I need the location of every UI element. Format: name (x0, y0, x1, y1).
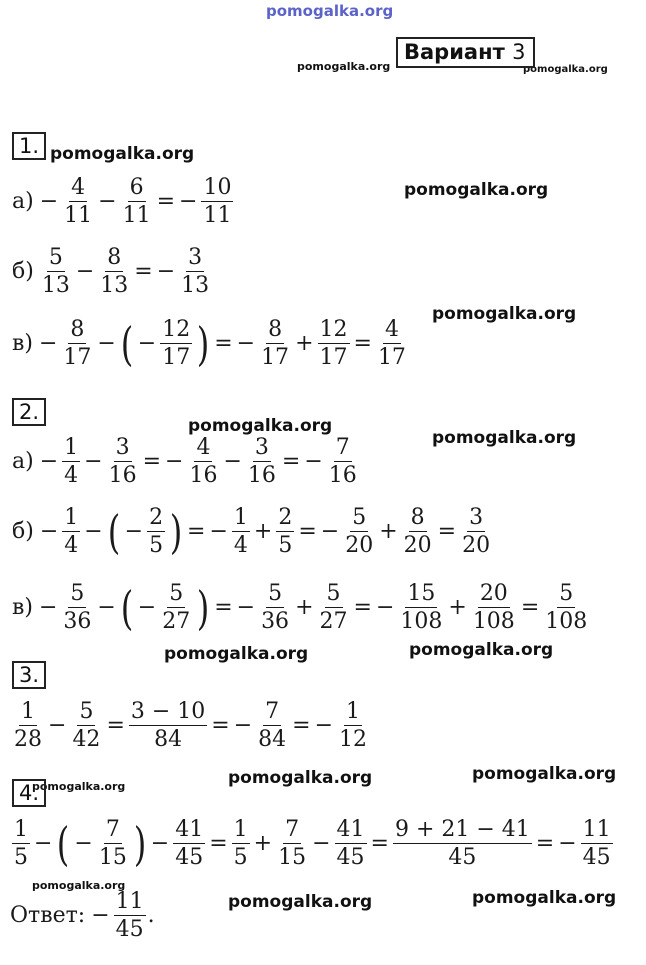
denominator: 17 (377, 345, 406, 371)
fraction (187, 436, 219, 487)
operator: = (214, 331, 233, 357)
fraction (259, 318, 291, 369)
denominator: 15 (98, 845, 127, 871)
numerator: 8 (105, 246, 123, 272)
operator: − (48, 713, 67, 739)
fraction (121, 176, 153, 227)
fraction (12, 700, 44, 751)
numerator: 4 (383, 318, 401, 344)
operator: − (84, 449, 103, 475)
numerator: 2 (147, 506, 165, 532)
numerator: 41 (335, 818, 367, 844)
denominator: 5 (278, 533, 293, 559)
operator: = (298, 519, 317, 545)
operator: − (304, 449, 323, 475)
denominator: 12 (339, 727, 368, 753)
operator: = (281, 449, 301, 475)
fraction (246, 436, 278, 487)
operator: − (209, 519, 228, 545)
fraction (543, 582, 589, 633)
parenthesis: ( (120, 316, 134, 371)
fraction (335, 818, 367, 869)
operator: + (253, 831, 273, 857)
watermark: pomogalka.org (188, 416, 333, 436)
fraction (179, 246, 211, 297)
denominator: 5 (14, 845, 28, 871)
operator: − (312, 831, 331, 857)
watermark: pomogalka.org (404, 180, 549, 200)
denominator: 17 (261, 345, 290, 371)
watermark: pomogalka.org (228, 892, 373, 912)
watermark: pomogalka.org (472, 888, 617, 908)
operator: = (520, 595, 540, 621)
operator: − (236, 595, 256, 621)
fraction (40, 246, 72, 297)
numerator: 1 (344, 700, 362, 726)
denominator: 4 (233, 533, 248, 559)
equation-1v (12, 318, 410, 369)
denominator: 45 (448, 845, 477, 871)
task-number-1: 1. (12, 132, 46, 160)
item-label: б) (12, 259, 34, 285)
fraction (62, 506, 80, 557)
denominator: 17 (63, 345, 92, 371)
fraction (337, 700, 369, 751)
numerator: 3 (114, 436, 132, 462)
operator: = (156, 189, 176, 215)
watermark: pomogalka.org (50, 144, 195, 164)
fraction (581, 818, 613, 869)
fraction (376, 318, 408, 369)
operator: = (437, 519, 457, 545)
numerator: 12 (160, 318, 192, 344)
denominator: 13 (181, 273, 210, 299)
numerator: 11 (114, 890, 146, 916)
item-label: в) (12, 595, 33, 621)
denominator: 11 (122, 203, 151, 229)
fraction (12, 818, 30, 869)
fraction (160, 582, 192, 633)
operator: = (353, 331, 372, 357)
fraction (173, 818, 205, 869)
fraction (62, 176, 94, 227)
item-label: а) (12, 449, 34, 475)
numerator: 5 (77, 700, 95, 726)
numerator: 8 (409, 506, 427, 532)
item-label: б) (12, 519, 34, 545)
fraction (129, 700, 207, 751)
fraction (147, 506, 165, 557)
denominator: 16 (247, 463, 276, 489)
operator: − (137, 331, 157, 357)
fraction (343, 506, 375, 557)
numerator: 1 (62, 436, 80, 462)
numerator: 8 (266, 318, 284, 344)
numerator: 3 (186, 246, 204, 272)
watermark: pomogalka.org (297, 60, 391, 73)
fraction (318, 582, 350, 633)
fraction (398, 582, 444, 633)
watermark: pomogalka.org (164, 644, 309, 664)
operator: = (187, 519, 206, 545)
operator: = (142, 449, 162, 475)
numerator: 8 (68, 318, 86, 344)
numerator: 11 (581, 818, 613, 844)
denominator: 108 (472, 609, 515, 635)
denominator: 17 (319, 345, 348, 371)
denominator: 108 (545, 609, 588, 635)
denominator: 84 (258, 727, 287, 753)
numerator: 7 (263, 700, 281, 726)
numerator: 5 (557, 582, 575, 608)
operator: − (97, 595, 116, 621)
operator: = (292, 713, 311, 739)
numerator: 5 (266, 582, 284, 608)
fraction (471, 582, 517, 633)
operator: = (353, 595, 372, 621)
operator: − (39, 449, 59, 475)
numerator: 3 − 10 (129, 700, 207, 726)
watermark: pomogalka.org (523, 64, 608, 75)
fraction (232, 818, 250, 869)
equation-3 (10, 700, 371, 751)
numerator: 5 (325, 582, 343, 608)
watermark: pomogalka.org (432, 304, 577, 324)
parenthesis: ( (107, 504, 120, 559)
denominator: 45 (336, 845, 365, 871)
operator: − (156, 259, 176, 285)
denominator: 108 (400, 609, 443, 635)
fraction (259, 582, 291, 633)
operator: + (379, 519, 398, 545)
equation-2v (12, 582, 591, 633)
fraction (98, 246, 130, 297)
fraction (402, 506, 434, 557)
numerator: 5 (47, 246, 65, 272)
fraction (61, 582, 93, 633)
operator: = (134, 259, 153, 285)
operator: − (223, 449, 242, 475)
numerator: 3 (467, 506, 485, 532)
operator: = (535, 831, 555, 857)
denominator: 15 (278, 845, 307, 871)
fraction (62, 436, 80, 487)
fraction (327, 436, 359, 487)
denominator: 11 (203, 203, 232, 229)
fraction (276, 818, 308, 869)
numerator: 9 + 21 − 41 (393, 818, 532, 844)
equation-4 (10, 818, 615, 869)
fraction (61, 318, 93, 369)
numerator: 20 (478, 582, 510, 608)
operator: = (370, 831, 389, 857)
operator: − (39, 189, 59, 215)
operator: − (375, 595, 395, 621)
item-label: а) (12, 189, 34, 215)
task-number-2: 2. (12, 398, 46, 426)
denominator: 20 (345, 533, 374, 559)
task-number-4: 4. (12, 779, 46, 807)
fraction (460, 506, 492, 557)
numerator: 5 (167, 582, 185, 608)
denominator: 36 (261, 609, 290, 635)
denominator: 13 (100, 273, 129, 299)
fraction (318, 318, 350, 369)
operator: − (34, 831, 53, 857)
fraction (201, 176, 233, 227)
variant-number: 3 (512, 40, 526, 64)
operator: − (39, 519, 59, 545)
parenthesis: ) (169, 504, 183, 559)
denominator: 84 (154, 727, 183, 753)
operator: − (75, 259, 95, 285)
answer-label: Ответ: (10, 903, 86, 929)
fraction (276, 506, 294, 557)
numerator: 7 (334, 436, 352, 462)
operator: − (97, 331, 116, 357)
denominator: 4 (64, 533, 79, 559)
denominator: 5 (233, 845, 248, 871)
fraction (114, 890, 146, 941)
parenthesis: ( (57, 816, 70, 871)
denominator: 20 (462, 533, 491, 559)
parenthesis: ) (196, 316, 210, 371)
variant-label: Вариант (404, 40, 505, 64)
fraction (393, 818, 532, 869)
fraction (256, 700, 288, 751)
operator: − (314, 713, 334, 739)
operator: + (295, 595, 314, 621)
watermark: pomogalka.org (432, 428, 577, 448)
denominator: 45 (582, 845, 611, 871)
operator: = (211, 713, 230, 739)
equation-2b (12, 506, 494, 557)
operator: − (236, 331, 256, 357)
numerator: 1 (232, 506, 250, 532)
item-label: в) (12, 331, 33, 357)
parenthesis: ) (196, 580, 210, 635)
operator: + (253, 519, 273, 545)
equation-2a (12, 436, 361, 487)
watermark: pomogalka.org (32, 879, 126, 892)
denominator: 45 (175, 845, 204, 871)
numerator: 7 (104, 818, 122, 844)
watermark: pomogalka.org (32, 780, 126, 793)
numerator: 2 (276, 506, 294, 532)
denominator: 16 (328, 463, 357, 489)
numerator: 3 (253, 436, 271, 462)
denominator: 42 (72, 727, 101, 753)
operator: − (38, 595, 58, 621)
operator: + (295, 331, 314, 357)
denominator: 5 (149, 533, 164, 559)
denominator: 27 (162, 609, 191, 635)
operator: − (91, 903, 110, 929)
numerator: 41 (173, 818, 205, 844)
numerator: 1 (19, 700, 37, 726)
equation-1a (12, 176, 235, 227)
operator: − (84, 519, 103, 545)
fraction (70, 700, 102, 751)
denominator: 11 (64, 203, 93, 229)
operator: − (558, 831, 577, 857)
operator: = (209, 831, 228, 857)
denominator: 27 (319, 609, 348, 635)
numerator: 1 (12, 818, 30, 844)
task-number-3: 3. (12, 661, 46, 689)
variant-title (396, 37, 535, 68)
operator: − (150, 831, 170, 857)
parenthesis: ) (133, 816, 147, 871)
fraction (160, 318, 192, 369)
numerator: 1 (62, 506, 80, 532)
numerator: 4 (69, 176, 87, 202)
denominator: 36 (63, 609, 92, 635)
parenthesis: ( (120, 580, 134, 635)
numerator: 12 (318, 318, 350, 344)
watermark: pomogalka.org (409, 640, 554, 660)
fraction (232, 506, 250, 557)
numerator: 5 (350, 506, 368, 532)
operator: − (124, 519, 144, 545)
operator: − (74, 831, 93, 857)
denominator: 13 (41, 273, 70, 299)
denominator: 28 (14, 727, 42, 753)
denominator: 16 (108, 463, 137, 489)
numerator: 7 (283, 818, 301, 844)
watermark-top: pomogalka.org (266, 2, 394, 20)
operator: + (448, 595, 467, 621)
numerator: 1 (232, 818, 250, 844)
numerator: 5 (68, 582, 86, 608)
operator: − (233, 713, 253, 739)
denominator: 45 (115, 917, 144, 943)
numerator: 6 (128, 176, 146, 202)
equation-1b (12, 246, 213, 297)
denominator: 17 (162, 345, 191, 371)
operator: = (214, 595, 233, 621)
fraction (107, 436, 139, 487)
operator: − (165, 449, 184, 475)
numerator: 10 (201, 176, 233, 202)
denominator: 4 (64, 463, 79, 489)
operator: − (179, 189, 198, 215)
operator: = (106, 713, 125, 739)
operator: − (320, 519, 340, 545)
denominator: 20 (403, 533, 432, 559)
watermark: pomogalka.org (228, 768, 373, 788)
fraction (97, 818, 129, 869)
denominator: 16 (189, 463, 218, 489)
operator: − (38, 331, 58, 357)
operator: − (98, 189, 117, 215)
operator: − (137, 595, 157, 621)
watermark: pomogalka.org (472, 764, 617, 784)
numerator: 4 (194, 436, 212, 462)
answer: Ответ: − $\frac{11}{45}$ . (10, 889, 155, 943)
numerator: 15 (405, 582, 437, 608)
